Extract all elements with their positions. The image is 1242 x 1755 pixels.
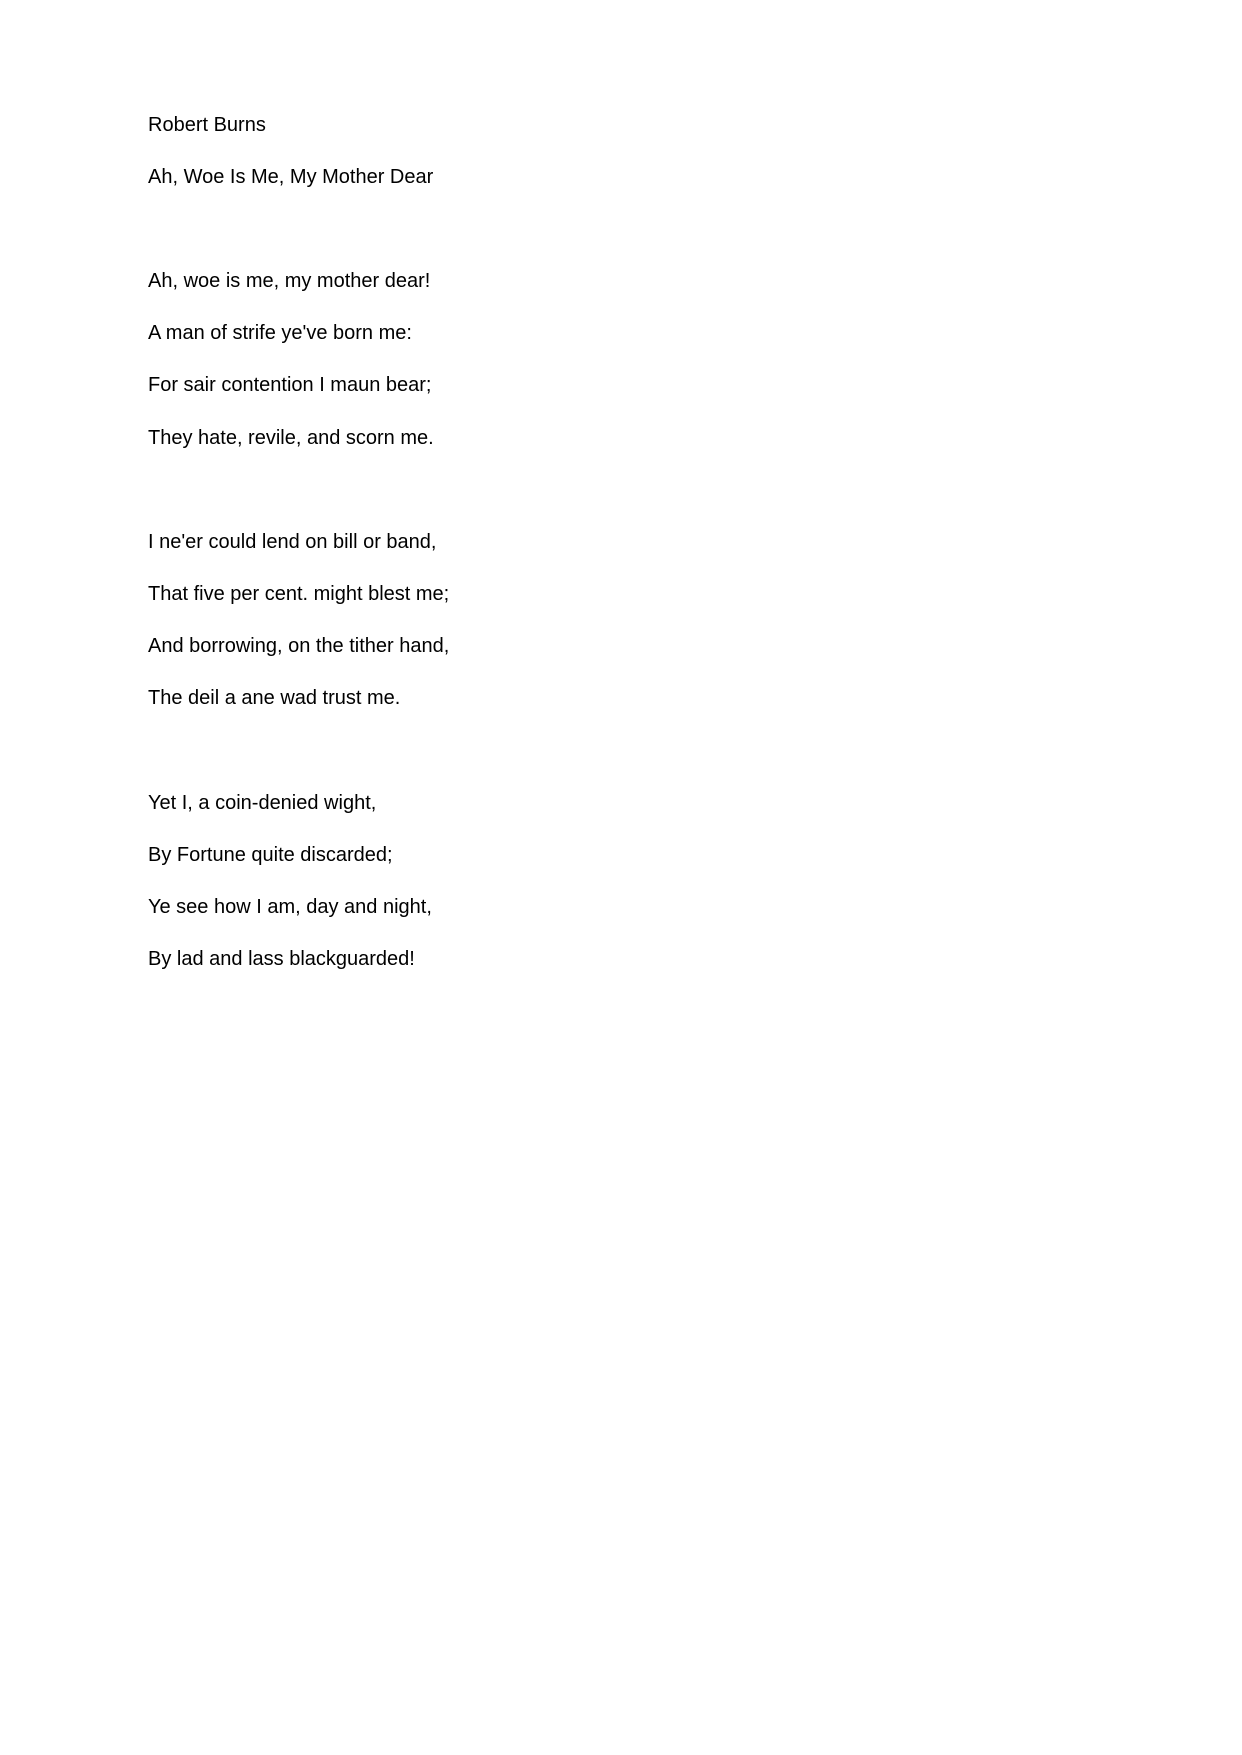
poem-line: By Fortune quite discarded; [148, 844, 393, 866]
poem-line: For sair contention I maun bear; [148, 374, 432, 396]
poem-line: They hate, revile, and scorn me. [148, 427, 434, 449]
poem-line: That five per cent. might blest me; [148, 583, 450, 605]
author-name: Robert Burns [148, 114, 266, 136]
poem-line: By lad and lass blackguarded! [148, 948, 415, 970]
poem-title: Ah, Woe Is Me, My Mother Dear [148, 166, 434, 188]
poem-line: Ye see how I am, day and night, [148, 896, 432, 918]
poem-line: And borrowing, on the tither hand, [148, 635, 450, 657]
poem-line: The deil a ane wad trust me. [148, 687, 401, 709]
poem-line: Yet I, a coin-denied wight, [148, 792, 377, 814]
poem-line: A man of strife ye've born me: [148, 322, 412, 344]
poem-line: I ne'er could lend on bill or band, [148, 531, 437, 553]
poem-line: Ah, woe is me, my mother dear! [148, 270, 431, 292]
